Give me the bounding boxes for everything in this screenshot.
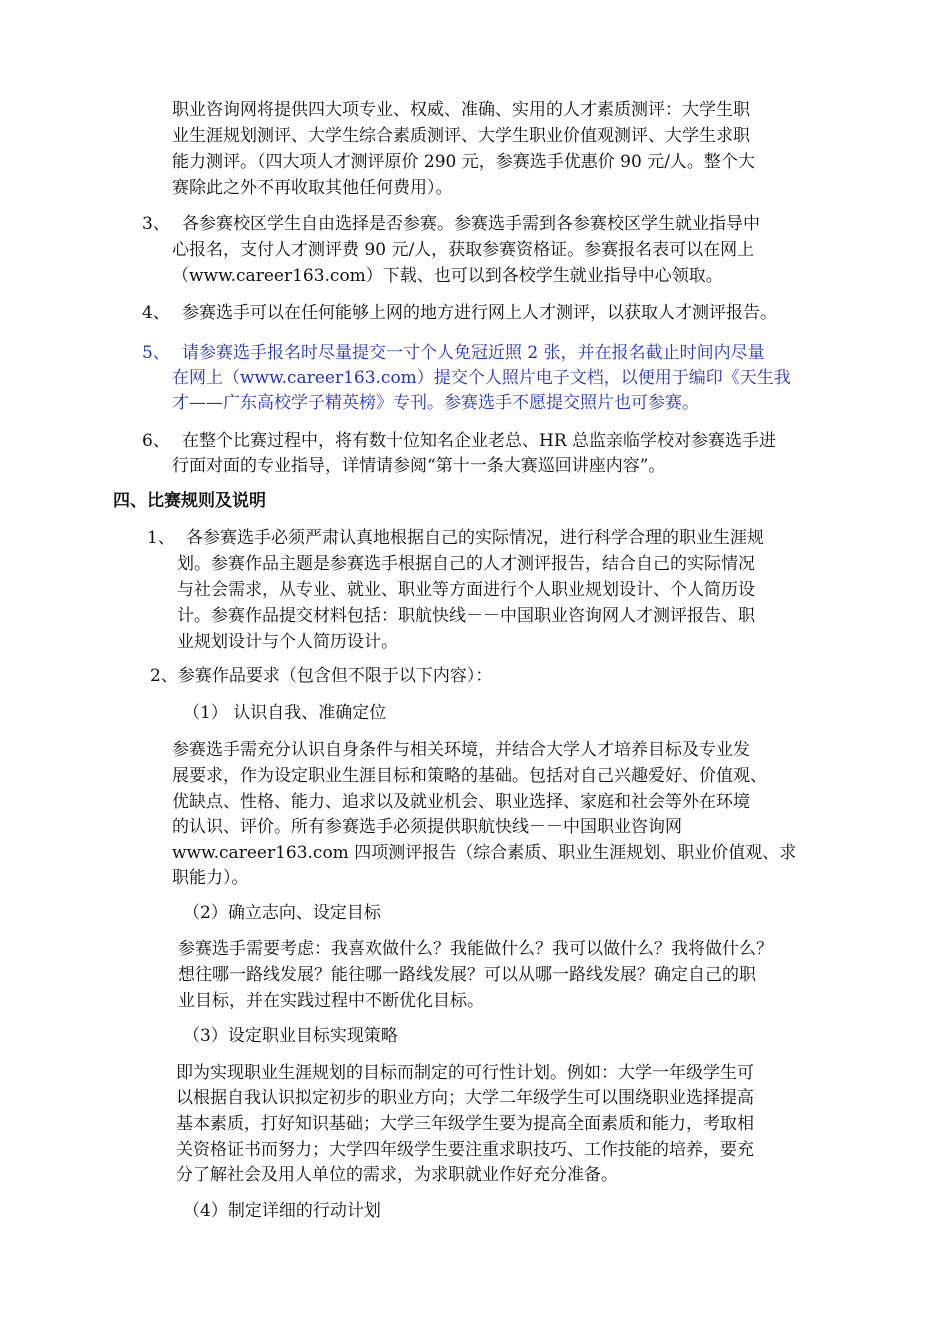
text-line: 基本素质，打好知识基础；大学三年级学生要为提高全面素质和能力，考取相	[176, 1114, 754, 1134]
text-line: （www.career163.com）下载、也可以到各校学生就业指导中心领取。	[172, 266, 723, 286]
subsection-title: （1） 认识自我、准确定位	[183, 703, 387, 723]
text-line: 请参赛选手报名时尽量提交一寸个人免冠近照 2 张，并在报名截止时间内尽量	[182, 343, 765, 363]
text-line: www.career163.com 四项测评报告（综合素质、职业生涯规划、职业价值观、求	[172, 843, 797, 863]
section-heading: 四、比赛规则及说明	[113, 491, 266, 511]
list-number: 3、	[142, 214, 170, 234]
text-line: 职能力）。	[172, 868, 249, 888]
text-line: 以根据自我认识拟定初步的职业方向；大学二年级学生可以围绕职业选择提高	[176, 1088, 754, 1108]
text-line: 各参赛选手必须严肃认真地根据自己的实际情况，进行科学合理的职业生涯规	[186, 528, 764, 548]
list-number: 4、	[142, 303, 170, 323]
subsection-4-title: （4）制定详细的行动计划	[183, 1201, 381, 1221]
text-line: 在整个比赛过程中，将有数十位知名企业老总、HR 总监亲临学校对参赛选手进	[182, 431, 777, 451]
text-line: 业规划设计与个人简历设计。	[177, 632, 398, 652]
text-line: 业目标，并在实践过程中不断优化目标。	[178, 991, 484, 1011]
text-line: 行面对面的专业指导，详情请参阅“第十一条大赛巡回讲座内容”。	[172, 456, 666, 476]
text-line: 参赛选手需要考虑：我喜欢做什么？我能做什么？我可以做什么？我将做什么？	[178, 939, 773, 959]
list-number: 1、	[147, 528, 175, 548]
subsection-title: （3）设定职业目标实现策略	[183, 1026, 398, 1046]
text-line: 各参赛校区学生自由选择是否参赛。参赛选手需到各参赛校区学生就业指导中	[182, 214, 760, 234]
text-line: 分了解社会及用人单位的需求，为求职就业作好充分准备。	[176, 1165, 618, 1185]
text-line: 展要求，作为设定职业生涯目标和策略的基础。包括对自己兴趣爱好、价值观、	[172, 766, 767, 786]
text-line: 优缺点、性格、能力、追求以及就业机会、职业选择、家庭和社会等外在环境	[172, 792, 750, 812]
text-line: 想往哪一路线发展？能往哪一路线发展？可以从哪一路线发展？确定自己的职	[178, 965, 756, 985]
text-line: 业生涯规划测评、大学生综合素质测评、大学生职业价值观测评、大学生求职	[172, 126, 750, 146]
text-line: 职业咨询网将提供四大项专业、权威、准确、实用的人才素质测评：大学生职	[172, 100, 750, 120]
text-line: 的认识、评价。所有参赛选手必须提供职航快线－－中国职业咨询网	[172, 817, 682, 837]
subsection-title: （2）确立志向、设定目标	[183, 903, 381, 923]
rule-2: 2、参赛作品要求（包含但不限于以下内容）：	[150, 666, 493, 686]
text-line: 能力测评。（四大项人才测评原价 290 元，参赛选手优惠价 90 元/人。整个大	[172, 152, 755, 172]
text-line: 心报名，支付人才测评费 90 元/人，获取参赛资格证。参赛报名表可以在网上	[172, 240, 755, 260]
text-line: 划。参赛作品主题是参赛选手根据自己的人才测评报告，结合自己的实际情况	[177, 554, 755, 574]
text-line: 赛除此之外不再收取其他任何费用）。	[172, 178, 453, 198]
list-number: 6、	[142, 431, 170, 451]
text-line: 与社会需求，从专业、就业、职业等方面进行个人职业规划设计、个人简历设	[177, 580, 755, 600]
text-line: 参赛选手需充分认识自身条件与相关环境，并结合大学人才培养目标及专业发	[172, 740, 750, 760]
text-line: 参赛选手可以在任何能够上网的地方进行网上人才测评，以获取人才测评报告。	[182, 303, 777, 323]
text-line: 关资格证书而努力；大学四年级学生要注重求职技巧、工作技能的培养，要充	[176, 1140, 754, 1160]
text-line: 即为实现职业生涯规划的目标而制定的可行性计划。例如：大学一年级学生可	[176, 1063, 754, 1083]
text-line: 在网上（www.career163.com）提交个人照片电子文档，以便用于编印《天生我	[172, 368, 791, 388]
list-number: 5、	[142, 343, 170, 363]
text-line: 计。参赛作品提交材料包括：职航快线－－中国职业咨询网人才测评报告、职	[177, 606, 755, 626]
text-line: 才——广东高校学子精英榜》专刊。参赛选手不愿提交照片也可参赛。	[172, 393, 699, 413]
